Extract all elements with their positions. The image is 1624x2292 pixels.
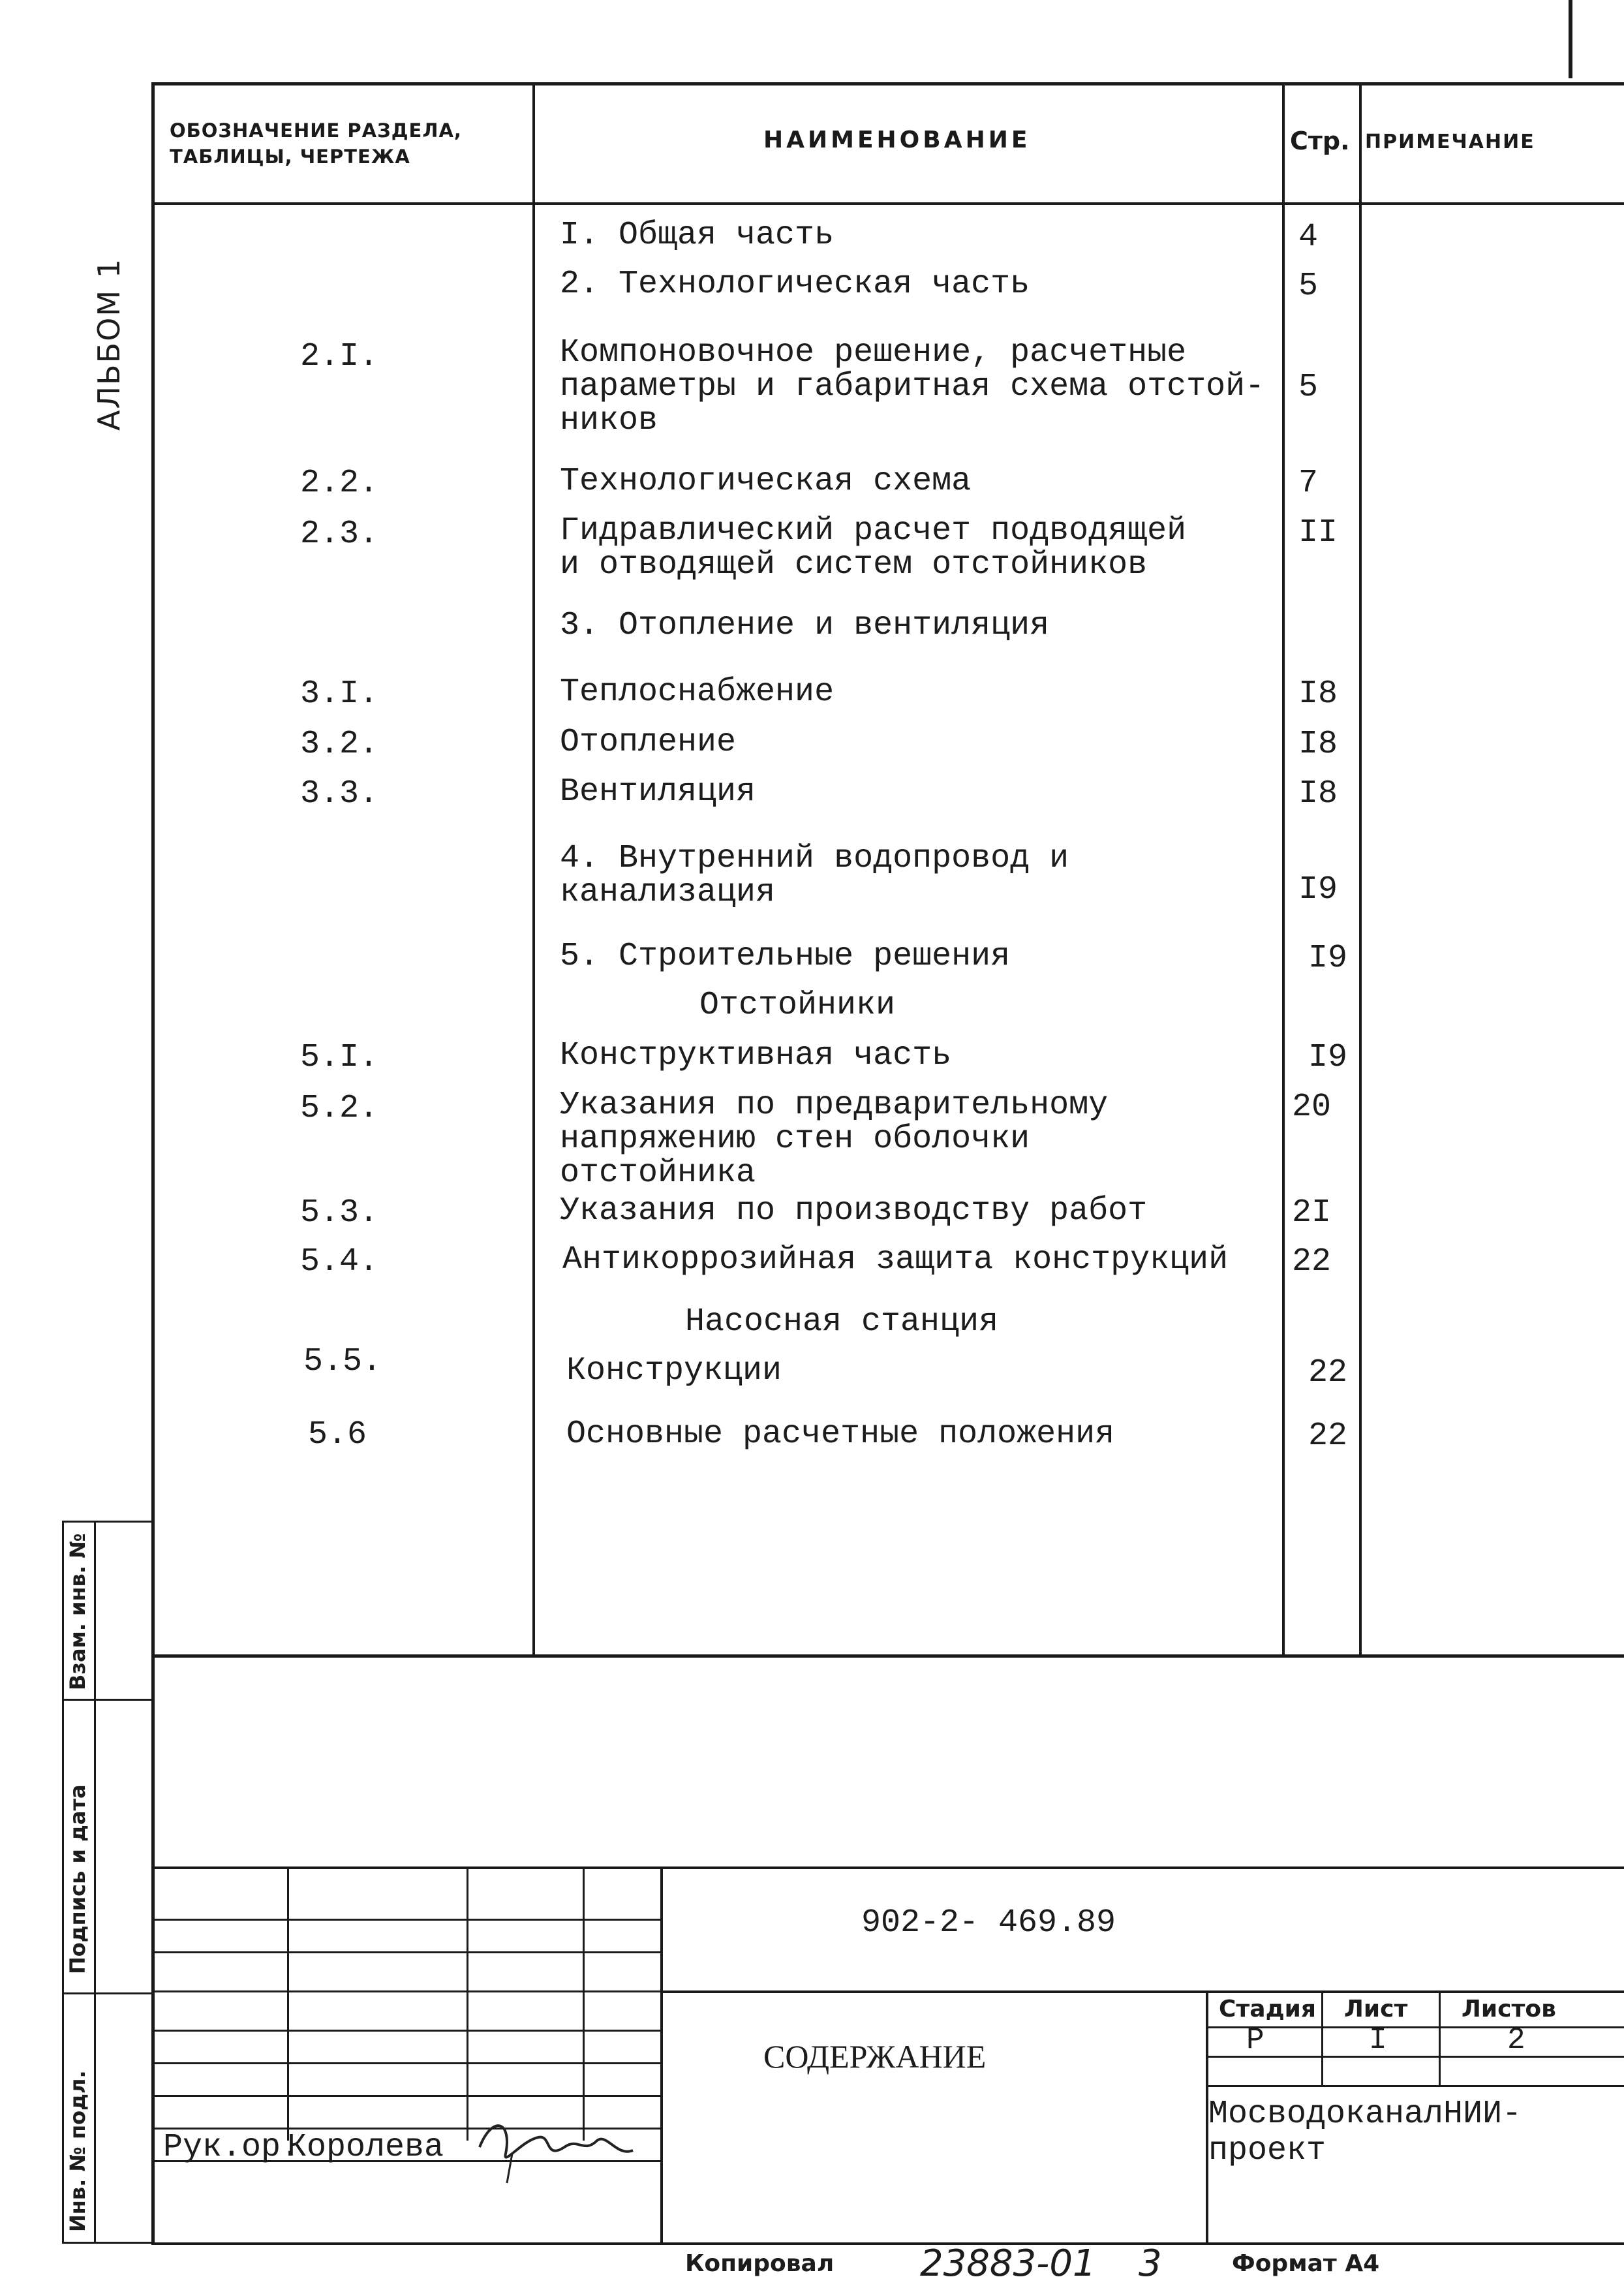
row-name: 3. Отопление и вентиляция [560, 607, 1050, 644]
row-name: Технологическая схема [560, 463, 972, 500]
row-name: Отопление [560, 724, 737, 761]
row-page: 4 [1298, 219, 1319, 256]
row-page: I8 [1298, 675, 1338, 713]
row-name: Вентиляция [560, 773, 756, 811]
header-name: НАИМЕНОВАНИЕ [763, 127, 1031, 153]
album-label: АЛЬБОМ 1 [91, 258, 127, 431]
row-page: 22 [1308, 1354, 1348, 1391]
row-code: 5.4. [300, 1243, 379, 1280]
row-code: 5.5. [303, 1343, 382, 1380]
row-name: 4. Внутренний водопровод и канализация [560, 840, 1069, 911]
row-page: 20 [1292, 1089, 1332, 1126]
row-name: Гидравлический расчет подводящей и отводящей систем отстойников [560, 512, 1187, 583]
row-name: Теплоснабжение [560, 674, 835, 711]
row-page: I8 [1298, 775, 1338, 813]
corner-mark [1569, 0, 1572, 78]
row-name: Конструкции [566, 1352, 782, 1389]
row-page: 7 [1298, 465, 1319, 502]
format-label: Формат А4 [1232, 2250, 1380, 2277]
row-page: I8 [1298, 726, 1338, 763]
row-name: Компоновочное решение, расчетные параметры и габаритная схема отстой- ников [560, 334, 1265, 439]
header-note: ПРИМЕЧАНИЕ [1365, 131, 1535, 153]
row-page: I9 [1298, 871, 1338, 908]
row-name: Отстойники [699, 987, 896, 1024]
row-code: 2.3. [300, 516, 379, 553]
row-page: 5 [1298, 369, 1319, 406]
role-label: Рук.ор. [163, 2129, 301, 2166]
person-name: Королева [287, 2129, 444, 2166]
stage-value: Р [1246, 2023, 1264, 2057]
copy-page: 3 [1139, 2242, 1162, 2285]
row-page: II [1298, 514, 1338, 551]
row-code: 5.I. [300, 1039, 379, 1076]
organization: МосводоканалНИИ- проект [1208, 2096, 1522, 2169]
row-page: I9 [1308, 940, 1348, 977]
row-code: 5.2. [300, 1090, 379, 1127]
row-name: 2. Технологическая часть [560, 266, 1030, 303]
row-name: 5. Строительные решения [560, 938, 1011, 975]
row-name: Насосная станция [685, 1303, 999, 1340]
row-page: 22 [1292, 1243, 1332, 1280]
row-name: Указания по производству работ [560, 1192, 1148, 1230]
row-name: Антикоррозийная защита конструкций [562, 1241, 1229, 1278]
document-title: СОДЕРЖАНИЕ [763, 2038, 987, 2075]
signature [467, 2101, 662, 2186]
side-label-inv-podl: Инв. № подл. [65, 2070, 90, 2232]
row-name: Основные расчетные положения [566, 1416, 1115, 1453]
doc-number: 902-2- 469.89 [861, 1904, 1116, 1942]
row-page: 5 [1298, 268, 1319, 305]
row-code: 2.I. [300, 338, 379, 375]
row-code: 5.3. [300, 1194, 379, 1231]
row-code: 2.2. [300, 465, 379, 502]
side-label-sign-date: Подпись и дата [65, 1784, 90, 1974]
stage-label: Стадия [1219, 1996, 1316, 2022]
sheets-value: 2 [1507, 2023, 1525, 2057]
sheet-value: I [1369, 2023, 1387, 2057]
row-code: 3.2. [300, 726, 379, 763]
copied-label: Копировал [685, 2250, 835, 2277]
row-page: 2I [1292, 1194, 1332, 1231]
copy-number: 23883-01 [920, 2242, 1096, 2285]
sheets-label: Листов [1462, 1996, 1556, 2022]
row-code: 3.3. [300, 775, 379, 813]
header-designation: ОБОЗНАЧЕНИЕ РАЗДЕЛА, ТАБЛИЦЫ, ЧЕРТЕЖА [170, 119, 462, 168]
header-page: Стр. [1290, 127, 1350, 155]
row-name: Указания по предварительному напряжению стен оболочки отстойника [560, 1087, 1109, 1192]
row-code: 5.6 [308, 1416, 367, 1453]
row-page: 22 [1308, 1417, 1348, 1455]
row-name: Конструктивная часть [560, 1037, 952, 1074]
side-label-inv-vzam: Взам. инв. № [65, 1533, 90, 1690]
sheet-label: Лист [1344, 1996, 1408, 2022]
row-page: I9 [1308, 1039, 1348, 1076]
row-code: 3.I. [300, 675, 379, 713]
row-name: I. Общая часть [560, 217, 835, 254]
